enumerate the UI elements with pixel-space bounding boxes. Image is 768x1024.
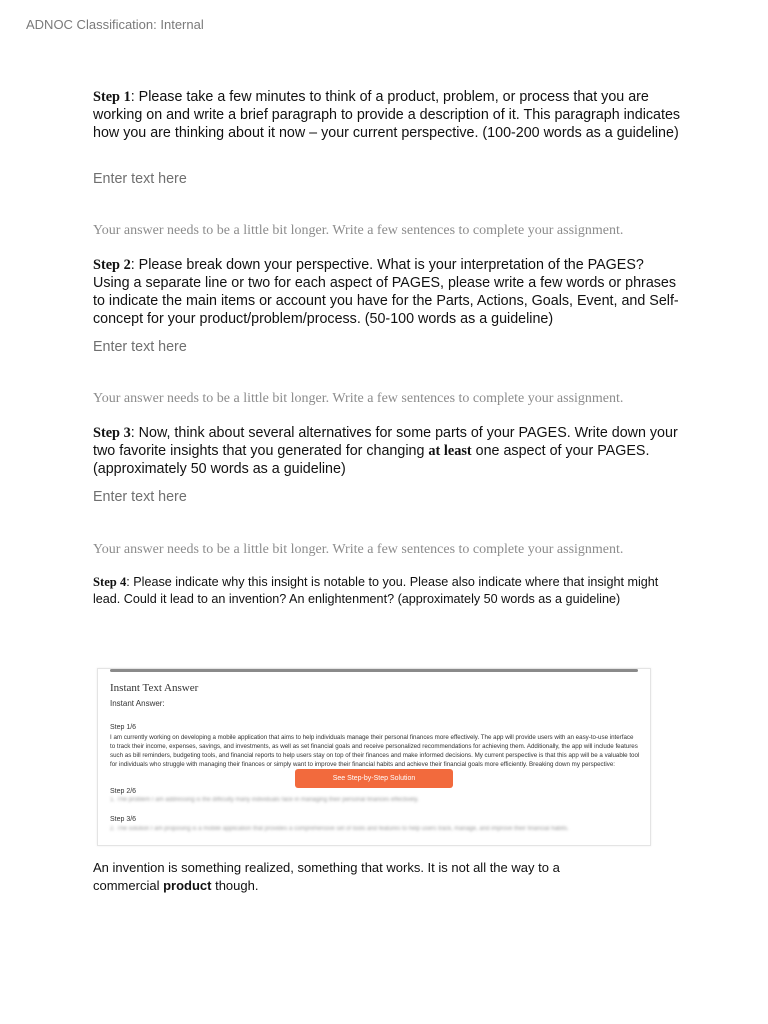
step-2-answer-input[interactable]: Enter text here <box>93 339 187 355</box>
closing-emphasis: product <box>163 878 212 893</box>
step-3-answer-input[interactable]: Enter text here <box>93 489 187 505</box>
screenshot-step-3-text: 2. The solution I am proposing is a mobile application that provides a comprehensive set of tools and features to help users track, manage, and improve their financial habits. <box>110 826 569 832</box>
step-2-label: Step 2 <box>93 257 131 273</box>
step-2-length-hint: Your answer needs to be a little bit longer. Write a few sentences to complete your assignment. <box>93 391 624 406</box>
step-4-prompt <box>93 574 683 608</box>
step-1-length-hint: Your answer needs to be a little bit longer. Write a few sentences to complete your assignment. <box>93 223 624 238</box>
step-1-label: Step 1 <box>93 89 131 105</box>
step-1-answer-input[interactable]: Enter text here <box>93 171 187 187</box>
step-3-text-before: : Now, think about several alternatives for some parts of your PAGES. Write down your two favorite insights that you generated for changing <box>93 425 678 459</box>
screenshot-step-1-text: I am currently working on developing a mobile application that aims to help individuals manage their personal finances more effectively. The app will provide users with an easy-to-use interface to track their income, expenses, savings, and investments, as well as set financial goals and receive personalized recommendations for achieving them. Additionally, the app will include features such as bill reminders, budgeting tools, and financial reports to help users stay on top of their finances and make informed decisions. My current perspective is that this app will be a valuable tool for individuals who struggle with managing their finances or simply want to improve their financial habits and achieve their financial goals more efficiently. Breaking down my perspective: <box>110 734 640 769</box>
step-1-text: : Please take a few minutes to think of a product, problem, or process that you are working on and write a brief paragraph to provide a description of it. This paragraph indicates how you are thinking about it now – your current perspective. (100-200 words as a guideline) <box>93 89 681 141</box>
step-2-text: : Please break down your perspective. What is your interpretation of the PAGES? Using a separate line or two for each aspect of PAGES, please write a few words or phrases to indicate the main items or account you have for the Parts, Actions, Goals, Event, and Self-concept for your product/problem/process. (50-100 words as a guideline) <box>93 257 679 327</box>
closing-text-before: An invention is something realized, something that works. It is not all the way to a commercial <box>93 860 560 893</box>
screenshot-step-3-label: Step 3/6 <box>110 816 137 823</box>
see-solution-button[interactable]: See Step-by-Step Solution <box>295 769 453 788</box>
classification-label: ADNOC Classification: Internal <box>26 17 204 32</box>
screenshot-title: Instant Text Answer <box>110 682 199 694</box>
screenshot-top-bar <box>110 669 638 672</box>
step-3-length-hint: Your answer needs to be a little bit longer. Write a few sentences to complete your assignment. <box>93 542 624 557</box>
closing-paragraph <box>93 859 613 895</box>
screenshot-step-1-label: Step 1/6 <box>110 724 137 731</box>
step-3-prompt <box>93 424 683 478</box>
step-4-label: Step 4 <box>93 575 127 589</box>
screenshot-step-2-text: 1. The problem I am addressing is the difficulty many individuals face in managing their personal finances effectively. <box>110 797 419 803</box>
step-2-prompt <box>93 256 683 328</box>
closing-text-after: though. <box>211 878 259 893</box>
step-4-text: : Please indicate why this insight is notable to you. Please also indicate where that insight might lead. Could it lead to an invention? An enlightenment? (approximately 50 words as a guideline) <box>93 575 659 606</box>
screenshot-subtitle: Instant Answer: <box>110 699 165 708</box>
step-3-label: Step 3 <box>93 425 131 441</box>
step-1-prompt <box>93 88 683 142</box>
embedded-answer-screenshot <box>97 668 651 846</box>
step-3-emphasis: at least <box>428 443 472 459</box>
step-3-text-after: one aspect of your PAGES. (approximately 50 words as a guideline) <box>93 443 650 477</box>
screenshot-step-2-label: Step 2/6 <box>110 788 137 795</box>
